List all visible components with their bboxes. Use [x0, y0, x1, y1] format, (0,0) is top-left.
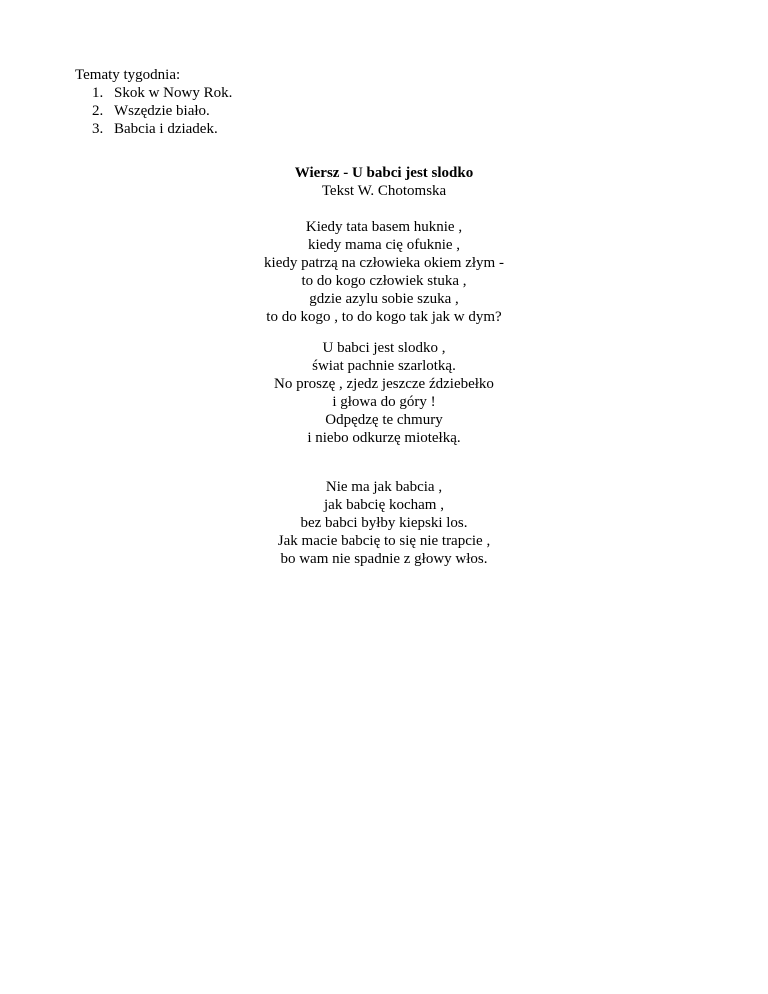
- poem-line: U babci jest slodko ,: [322, 340, 446, 356]
- stanza-1: [184, 218, 584, 326]
- poem-line: Nie ma jak babcia ,: [325, 479, 443, 495]
- list-item: [75, 102, 475, 120]
- topics-heading: Tematy tygodnia:: [75, 67, 181, 83]
- poem-title: Wiersz - U babci jest slodko: [294, 165, 474, 181]
- list-item-text: Skok w Nowy Rok.: [114, 85, 233, 101]
- poem-author: Tekst W. Chotomska: [321, 183, 447, 199]
- poem-line: świat pachnie szarlotką.: [312, 358, 456, 374]
- stanza-3: [184, 478, 584, 568]
- list-item: [75, 84, 475, 102]
- poem-line: i głowa do góry !: [332, 394, 436, 410]
- poem-line: gdzie azylu sobie szuka ,: [309, 291, 459, 307]
- poem-line: bo wam nie spadnie z głowy włos.: [280, 551, 488, 567]
- stanza-2: [184, 339, 584, 447]
- list-item-number: 1.: [92, 85, 104, 101]
- poem: [184, 164, 584, 568]
- list-item-number: 3.: [92, 121, 104, 137]
- poem-line: Kiedy tata basem huknie ,: [305, 219, 463, 235]
- poem-line: jak babcię kocham ,: [324, 497, 444, 513]
- list-item-text: Wszędzie biało.: [114, 103, 210, 119]
- poem-line: kiedy mama cię ofuknie ,: [307, 237, 461, 253]
- poem-line: Jak macie babcię to się nie trapcie ,: [277, 533, 491, 549]
- list-item-text: Babcia i dziadek.: [114, 121, 218, 137]
- list-item: [75, 120, 475, 138]
- poem-line: to do kogo człowiek stuka ,: [301, 273, 467, 289]
- weekly-topics: [75, 66, 475, 138]
- topics-list: [75, 84, 475, 138]
- poem-line: i niebo odkurzę miotełką.: [307, 430, 461, 446]
- poem-line: No proszę , zjedz jeszcze ździebełko: [274, 376, 494, 392]
- poem-line: kiedy patrzą na człowieka okiem złym -: [264, 255, 504, 271]
- list-item-number: 2.: [92, 103, 104, 119]
- poem-line: bez babci byłby kiepski los.: [300, 515, 468, 531]
- poem-line: to do kogo , to do kogo tak jak w dym?: [266, 309, 502, 325]
- poem-line: Odpędzę te chmury: [325, 412, 443, 428]
